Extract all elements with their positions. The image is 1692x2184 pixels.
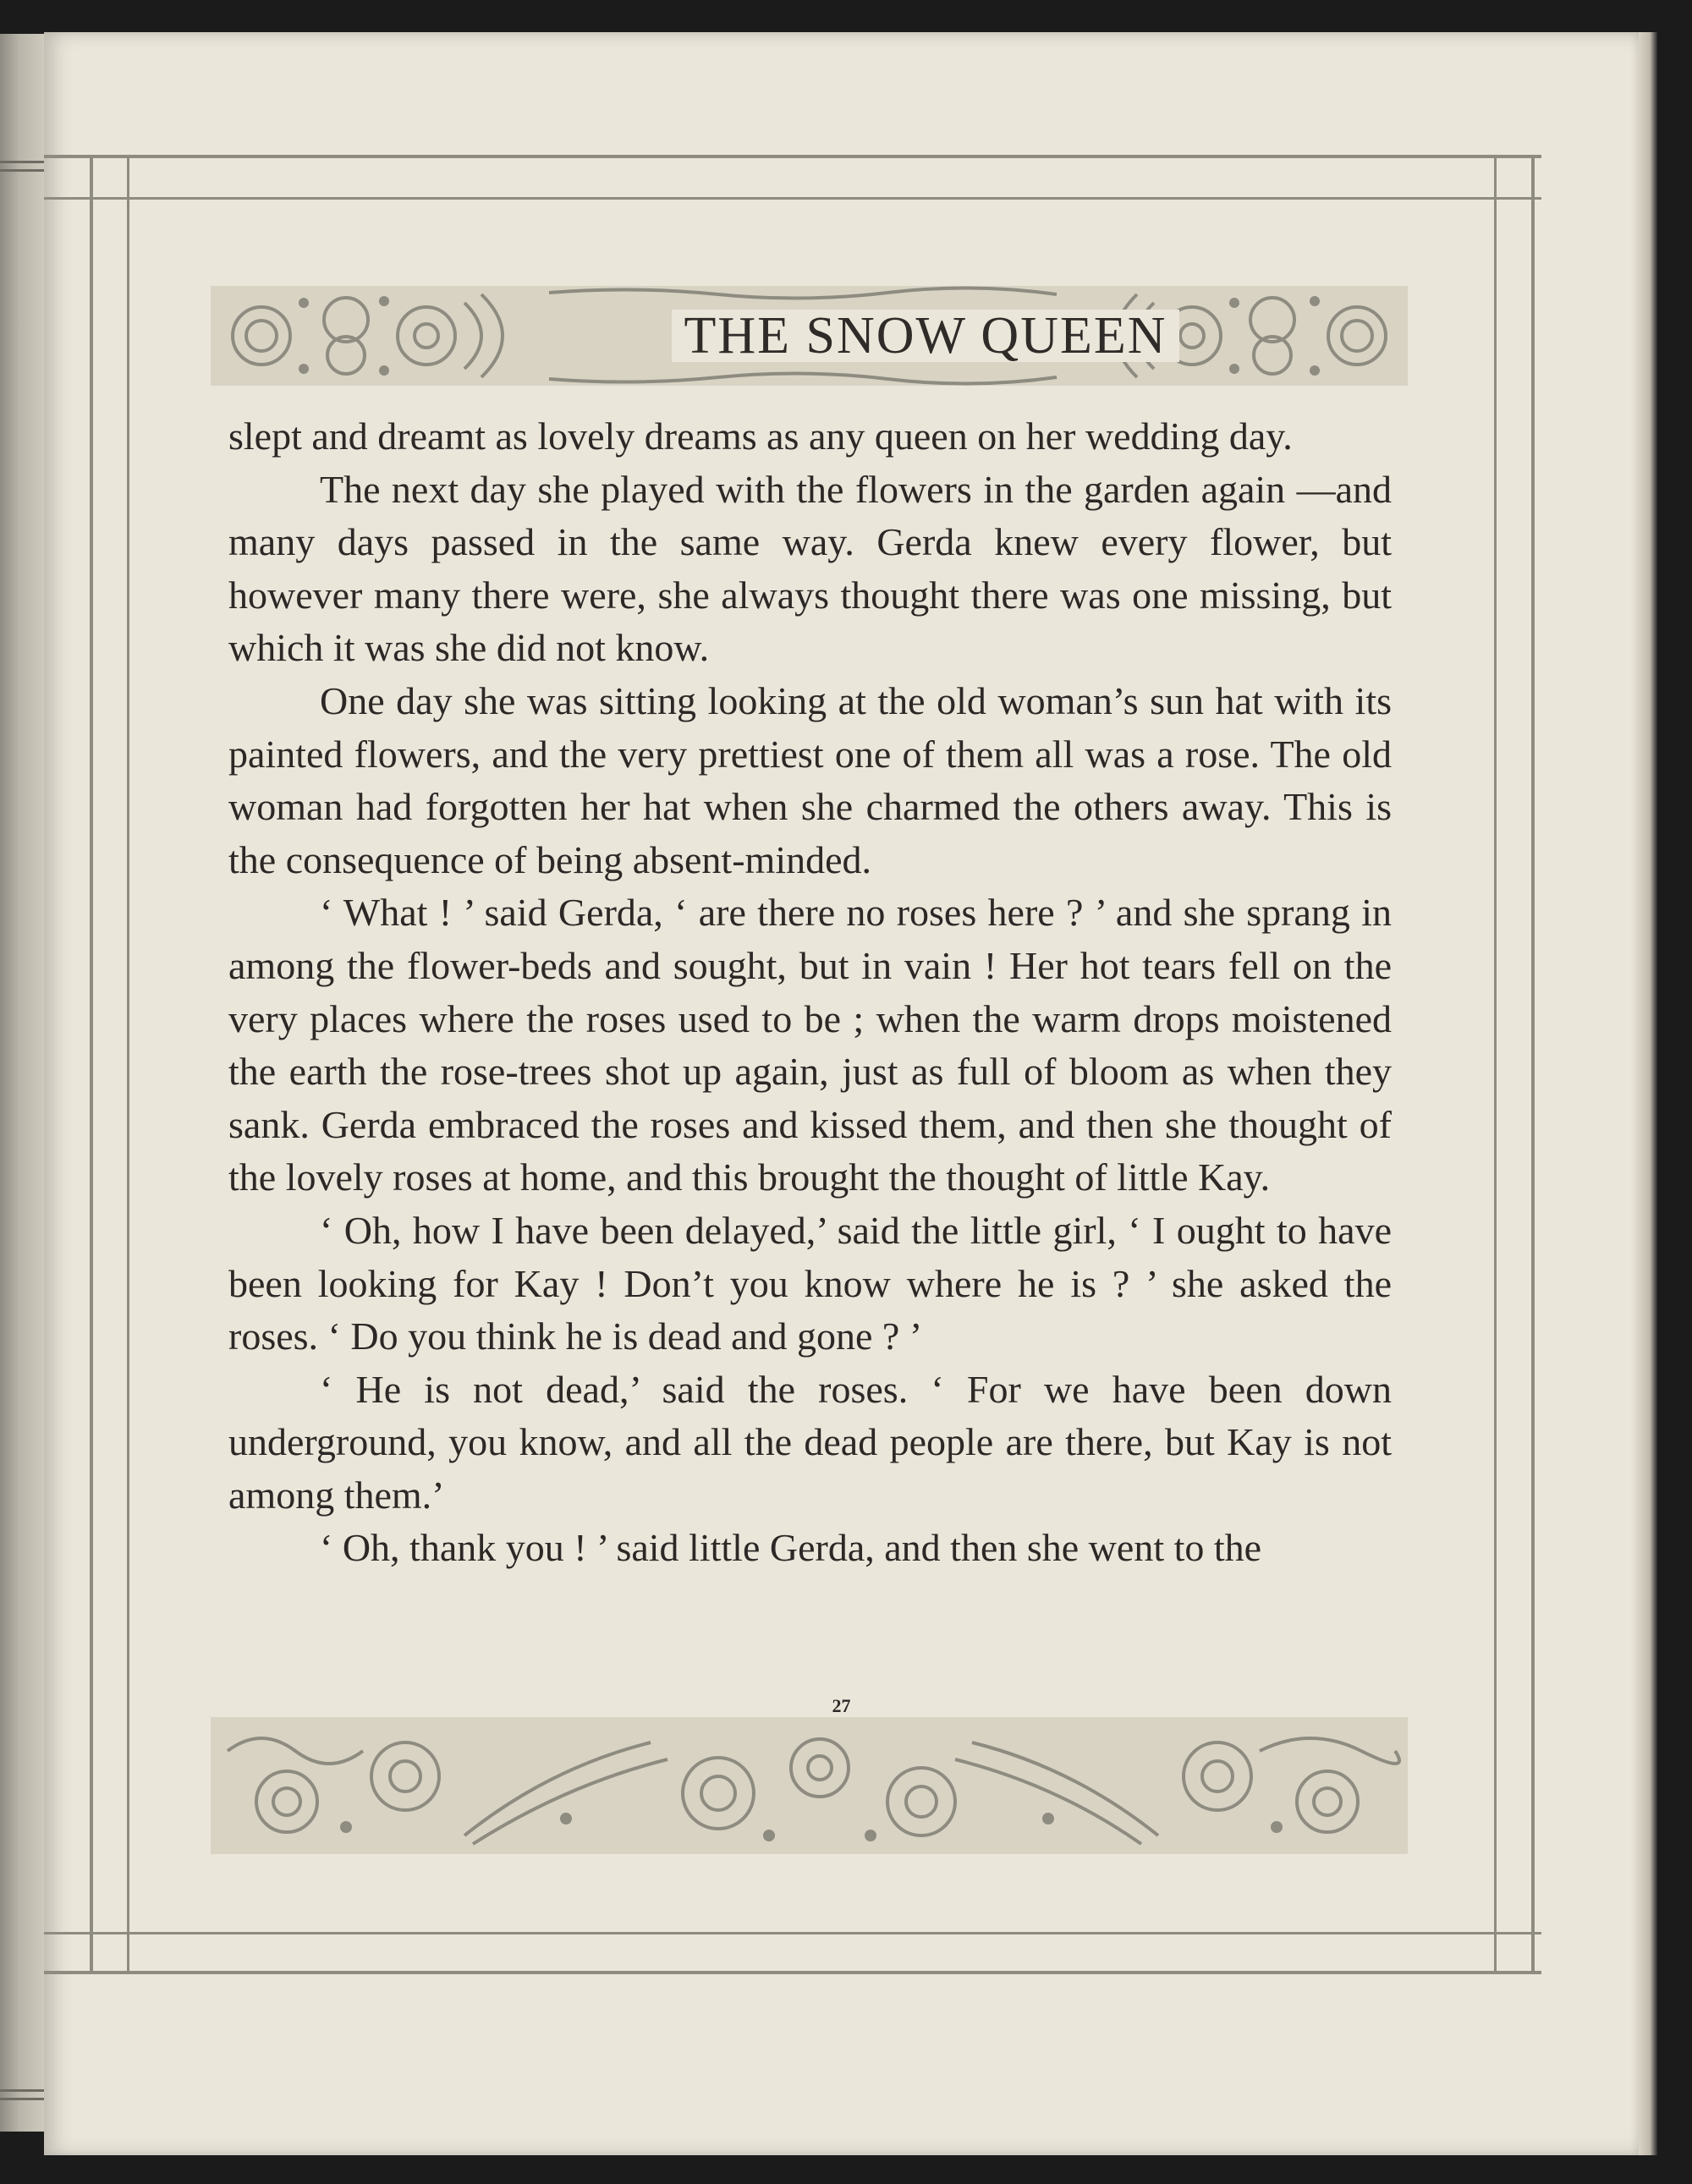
paragraph: ‘ He is not dead,’ said the roses. ‘ For we have been down underground, you know, and all the dead people are there, but Kay is not among them.’ <box>228 1367 1392 1517</box>
page-title: THE SNOW QUEEN <box>672 310 1178 362</box>
paragraph: ‘ Oh, how I have been delayed,’ said the little girl, ‘ I ought to have been looking for Kay ! Don’t you know where he is ? ’ she asked the roses. ‘ Do you think he is dead and gone ? ’ <box>228 1208 1392 1358</box>
facing-page-edge <box>0 34 44 2132</box>
body-text <box>228 410 1392 1575</box>
book-page <box>44 32 1639 2155</box>
page-number: 27 <box>832 1695 851 1716</box>
page-right-edge <box>1639 32 1657 2155</box>
paragraph: ‘ Oh, thank you ! ’ said little Gerda, and then she went to the <box>320 1526 1262 1570</box>
border-bottom-inner <box>44 1932 1541 1934</box>
border-top-outer <box>44 155 1541 158</box>
border-top-inner <box>44 197 1541 200</box>
header-title-box <box>547 286 1305 386</box>
paragraph: The next day she played with the flowers in the garden again —and many days passed in the same way. Gerda knew every flower, but however many there were, she always thought there was one missing, but which it was she did not know. <box>228 467 1392 670</box>
paragraph: ‘ What ! ’ said Gerda, ‘ are there no roses here ? ’ and she sprang in among the flower-beds and sought, but in vain ! Her hot tears fell on the very places where the roses used to be ; when the warm drops moistened the earth the rose-trees shot up again, just as full of bloom as when they sank. Gerda embraced the roses and kissed them, and then she thought of the lovely roses at home, and this brought the thought of little Kay. <box>228 891 1392 1199</box>
border-bottom-outer <box>44 1971 1541 1974</box>
paragraph: slept and dreamt as lovely dreams as any queen on her wedding day. <box>228 414 1293 458</box>
footer-ornament <box>211 1717 1408 1854</box>
paragraph: One day she was sitting looking at the old woman’s sun hat with its painted flowers, and the very prettiest one of them all was a rose. The old woman had forgotten her hat when she charmed the others away. This is the consequence of being absent-minded. <box>228 678 1392 881</box>
